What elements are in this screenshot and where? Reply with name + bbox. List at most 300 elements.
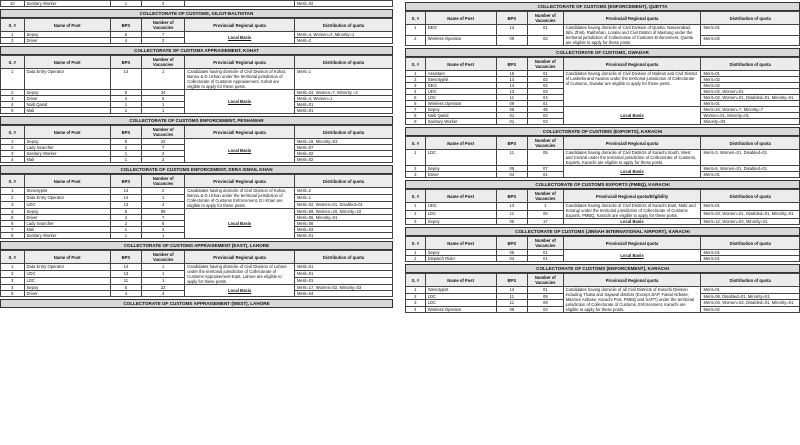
column-header: BPS [496, 274, 528, 287]
distribution-cell: Minority=03 [701, 119, 800, 125]
column-header: S. # [406, 274, 426, 287]
post-name-cell: Driver [425, 172, 496, 178]
column-header: S. # [1, 126, 25, 139]
vacancies-cell: 02 [528, 35, 563, 46]
serial-number-cell: 6 [1, 221, 25, 227]
distribution-cell: Merit=2 [294, 38, 392, 44]
section-title: COLLECTORATE OF CUSTOMS ENFORCEMENT, PESHAWAR [0, 116, 393, 125]
serial-number-cell: 6 [406, 101, 426, 107]
bps-cell: 14 [110, 195, 141, 202]
vacancies-cell: 7 [142, 32, 185, 38]
post-name-cell: Driver [24, 215, 110, 221]
vacancies-cell: 02 [528, 113, 563, 119]
distribution-cell: Merit=01 [294, 233, 392, 239]
vacancies-cell: 01 [528, 172, 563, 178]
table-header-row [1, 175, 393, 188]
bps-cell: 11 [496, 300, 528, 307]
distribution-cell: Merit=01 [701, 287, 800, 294]
serial-number-cell: 1 [1, 69, 25, 90]
vacancies-cell: 1 [528, 203, 563, 211]
post-name-cell: Naib Qasid [425, 113, 496, 119]
post-name-cell: LDC [425, 211, 496, 219]
serial-number-cell: 8 [1, 233, 25, 239]
post-name-cell: Mali [24, 108, 110, 114]
post-name-cell: Data Entry Operator [24, 264, 110, 271]
distribution-cell: Merit=01 [701, 101, 800, 107]
vacancies-cell: 01 [528, 101, 563, 107]
bps-cell: 5 [110, 32, 141, 38]
quota-table [405, 236, 800, 262]
column-header: S. # [406, 137, 426, 150]
bps-cell: 14 [110, 188, 141, 195]
distribution-cell: Merit=4, Women=1 [294, 96, 392, 102]
serial-number-cell: 4 [1, 102, 25, 108]
vacancies-cell: 1 [142, 69, 185, 90]
provincial-quota-cell [185, 1, 295, 7]
distribution-cell: Merit=01 [701, 256, 800, 262]
vacancies-cell: 01 [528, 25, 563, 36]
serial-number-cell: 1 [406, 203, 426, 211]
vacancies-cell: 22 [142, 285, 185, 291]
column-header: BPS [110, 19, 141, 32]
column-header: Number of Vacancies [142, 126, 185, 139]
column-header: BPS [496, 190, 528, 203]
column-header: Number of Vacancies [142, 19, 185, 32]
serial-number-cell: 1 [406, 25, 426, 36]
table-row [406, 219, 800, 225]
column-header: Provincial/ Regional quota [185, 19, 295, 32]
bps-cell: 14 [110, 69, 141, 90]
post-name-cell: Lady Searcher [24, 145, 110, 151]
post-name-cell: Sanitary Worker [425, 119, 496, 125]
post-name-cell: Naib Qasid [24, 102, 110, 108]
column-header: Distribution of quota [294, 175, 392, 188]
serial-number-cell: 1 [406, 287, 426, 294]
serial-number-cell: 3 [406, 300, 426, 307]
distribution-cell: Merit=01 [701, 71, 800, 77]
bps-cell: 2 [110, 221, 141, 227]
column-header: Provincial/ Regional quota [185, 56, 295, 69]
bps-cell: 04 [496, 256, 528, 262]
vacancies-cell: 5 [142, 96, 185, 102]
distribution-cell: Merit=06, Minority=01 [294, 215, 392, 221]
column-header: Provincial/ Regional quota [563, 137, 701, 150]
serial-number-cell: 2 [1, 38, 25, 44]
section-title: COLLECTORATE OF CUSTOMS, GILGIT-BALTISTAN [0, 9, 393, 18]
column-header: Provincial/ Regional quota [185, 126, 295, 139]
bps-cell: 11 [496, 211, 528, 219]
post-name-cell: Stenotypist [425, 287, 496, 294]
table-header-row [406, 274, 800, 287]
column-header: Provincial/ Regional quota [185, 251, 295, 264]
bps-cell: 04 [496, 172, 528, 178]
vacancies-cell: 34 [142, 90, 185, 96]
post-name-cell: Sepoy [425, 219, 496, 225]
distribution-cell: Merit=2 [294, 188, 392, 195]
vacancies-cell: 2 [142, 1, 185, 7]
serial-number-cell: 3 [406, 219, 426, 225]
post-name-cell: Driver [24, 38, 110, 44]
bps-cell: 14 [496, 83, 528, 89]
bps-cell: 13 [496, 89, 528, 95]
column-header: Number of Vacancies [528, 12, 563, 25]
vacancies-cell: 03 [528, 119, 563, 125]
vacancies-cell: 4 [142, 291, 185, 297]
provincial-quota-cell: Local Basis [563, 219, 701, 225]
bps-cell: 4 [110, 96, 141, 102]
serial-number-cell: 2 [406, 35, 426, 46]
serial-number-cell: 1 [406, 150, 426, 166]
serial-number-cell: 4 [1, 285, 25, 291]
column-header: BPS [110, 126, 141, 139]
serial-number-cell: 4 [1, 209, 25, 215]
serial-number-cell: 2 [1, 145, 25, 151]
distribution-cell: Merit=06, Disabled=01, Minority=01 [701, 293, 800, 300]
column-header: Name of Post [24, 251, 110, 264]
distribution-cell: Merit=01 [294, 108, 392, 114]
column-gutter [393, 0, 405, 445]
post-name-cell: LDC [24, 278, 110, 285]
vacancies-cell: 08 [528, 300, 563, 307]
vacancies-cell: 8 [142, 221, 185, 227]
table-row [1, 188, 393, 195]
distribution-cell: Merit=19, Minority=03 [294, 139, 392, 145]
post-name-cell: Wireless Operator [425, 35, 496, 46]
vacancies-cell: 4 [142, 202, 185, 209]
distribution-cell: Merit=07 [294, 145, 392, 151]
post-name-cell: UDC [425, 203, 496, 211]
provincial-quota-cell: Local Basis [185, 285, 295, 297]
distribution-cell: Merit=01 [294, 271, 392, 278]
distribution-cell: Merit=01 [701, 203, 800, 211]
column-header: Number of Vacancies [528, 190, 563, 203]
post-name-cell: UDC [425, 89, 496, 95]
distribution-cell: Merit=69, Women=20, Minority=10 [294, 209, 392, 215]
bps-cell: 1 [110, 227, 141, 233]
distribution-cell: Merit=4, Women=2, Minority=1 [294, 32, 392, 38]
column-header: Provincial/ Regional quota [563, 12, 701, 25]
post-name-cell: UDC [24, 271, 110, 278]
post-name-cell: Data Entry Operator [24, 69, 110, 90]
distribution-cell: Merit=17, Women=02, Minority=03 [294, 285, 392, 291]
post-name-cell: Assistant [425, 71, 496, 77]
serial-number-cell: 3 [1, 151, 25, 157]
vacancies-cell: 22 [142, 139, 185, 145]
bps-cell: 4 [110, 38, 141, 44]
serial-number-cell: 5 [1, 108, 25, 114]
column-header: Number of Vacancies [528, 274, 563, 287]
serial-number-cell: 8 [406, 113, 426, 119]
table-header-row [406, 137, 800, 150]
vacancies-cell: 1 [142, 264, 185, 271]
bps-cell: 14 [110, 264, 141, 271]
quota-table [0, 250, 393, 297]
table-header-row [1, 251, 393, 264]
table-header-row [406, 58, 800, 71]
serial-number-cell: 1 [1, 139, 25, 145]
post-name-cell: UDC [24, 202, 110, 209]
vacancies-cell: 7 [142, 215, 185, 221]
serial-number-cell: 2 [406, 166, 426, 172]
serial-number-cell: 2 [1, 90, 25, 96]
vacancies-cell: 1 [142, 108, 185, 114]
post-name-cell: Sanitary Worker [24, 1, 110, 7]
serial-number-cell: 1 [1, 32, 25, 38]
vacancies-cell: 02 [528, 83, 563, 89]
provincial-quota-cell: Candidates having domicile of Civil Division of Lahore under the territorial jurisdiction of Collectorate of Customs Appraisement-East, Lahore are eligible to apply for these posts. [185, 264, 295, 285]
bps-cell: 4 [110, 215, 141, 221]
distribution-cell: Merit=01 [294, 278, 392, 285]
vacancies-cell: 01 [528, 256, 563, 262]
distribution-cell: Merit=08 [294, 221, 392, 227]
post-name-cell: Sanitary Worker [24, 151, 110, 157]
bps-cell: 13 [110, 271, 141, 278]
column-header: Name of Post [425, 237, 496, 250]
left-column [0, 0, 393, 308]
table-header-row [1, 19, 393, 32]
post-name-cell: Stenotypist [425, 77, 496, 83]
serial-number-cell: 4 [1, 157, 25, 163]
column-header: Distribution of quota [294, 19, 392, 32]
distribution-cell: Merit=5, Women=01, Disabled=01 [701, 166, 800, 172]
serial-number-cell: 2 [406, 293, 426, 300]
post-name-cell: Mali [24, 157, 110, 163]
bps-cell: 01 [496, 119, 528, 125]
vacancies-cell: 2 [142, 188, 185, 195]
post-name-cell: Sepoy [24, 285, 110, 291]
column-header: Distribution of quota [294, 251, 392, 264]
provincial-quota-cell: Local Basis [563, 166, 701, 178]
column-header: Number of Vacancies [142, 175, 185, 188]
vacancies-cell: 02 [528, 77, 563, 83]
section-title: COLLECTORATE OF CUSTOMS (EXPORTS), KARACHI [405, 127, 800, 136]
distribution-cell: Merit=24, Women=7, Minority =3 [294, 90, 392, 96]
distribution-cell: Merit=04, Women=02, Disabled=01, Minority=01 [701, 300, 800, 307]
column-header: S. # [1, 251, 25, 264]
section-title: COLLECTORATE OF CUSTOMS (JINNAH INTERNATIONAL AIRPORT), KARACHI [405, 227, 800, 236]
vacancies-cell: 02 [528, 306, 563, 313]
column-header: Name of Post [425, 58, 496, 71]
column-header: BPS [110, 175, 141, 188]
table-header-row [406, 190, 800, 203]
provincial-quota-cell: Local Basis [185, 90, 295, 114]
column-header: Name of Post [24, 126, 110, 139]
distribution-cell: Merit=01 [701, 25, 800, 36]
distribution-cell: Merit=02, Women=01, Disabled=01, Minority=01 [701, 95, 800, 101]
section-title: COLLECTORATE OF CUSTOMS, GWADAR [405, 48, 800, 57]
bps-cell: 14 [496, 25, 528, 36]
distribution-cell: Merit=34, Women=7, Minority=7 [701, 107, 800, 113]
post-name-cell: Sepoy [24, 209, 110, 215]
column-header: Distribution of quota [701, 12, 800, 25]
vacancies-cell: 01 [528, 71, 563, 77]
bps-cell: 11 [496, 293, 528, 300]
bps-cell: 4 [110, 291, 141, 297]
post-name-cell: Sepoy [425, 107, 496, 113]
serial-number-cell: 3 [406, 172, 426, 178]
section-title: COLLECTORATE OF CUSTOMS (ENFORCEMENT), KARACHI [405, 264, 800, 273]
bps-cell: 1 [110, 108, 141, 114]
vacancies-cell: 1 [142, 102, 185, 108]
distribution-cell: Merit=01 [701, 172, 800, 178]
distribution-cell: Merit=01 [294, 264, 392, 271]
distribution-cell: Merit=3, Women=01, Disabled=01 [701, 150, 800, 166]
serial-number-cell: 2 [406, 77, 426, 83]
post-name-cell: Stenotypist [24, 188, 110, 195]
vacancies-cell: 99 [142, 209, 185, 215]
column-header: Name of Post [425, 137, 496, 150]
serial-number-cell: 1 [1, 188, 25, 195]
column-header: Distribution of quota [701, 58, 800, 71]
vacancies-cell: 1 [142, 233, 185, 239]
bps-cell: 14 [496, 287, 528, 294]
column-header: Name of Post [24, 56, 110, 69]
quota-table [405, 136, 800, 178]
quota-table [405, 11, 800, 46]
bps-cell: 13 [496, 203, 528, 211]
table-row [406, 150, 800, 166]
column-header: Number of Vacancies [528, 237, 563, 250]
post-name-cell: Sepoy [425, 166, 496, 172]
post-name-cell: LDC [425, 95, 496, 101]
provincial-quota-cell: Candidates having domicile of Civil Division of Makran and Civil District of Lasbella and Awaran under the territorial jurisdiction of Collectorate of Customs, Gwadar are eligible to apply for these posts. [563, 71, 701, 107]
bps-cell: 1 [110, 102, 141, 108]
serial-number-cell: 1 [406, 71, 426, 77]
post-name-cell: Driver [24, 291, 110, 297]
column-header: BPS [496, 137, 528, 150]
column-header: Number of Vacancies [142, 56, 185, 69]
bps-cell: 05 [496, 219, 528, 225]
section-title: COLLECTORATE OF CUSTOMS APPRAISEMENT, KOHAT [0, 46, 393, 55]
quota-table [0, 0, 393, 7]
column-header: S. # [406, 58, 426, 71]
post-name-cell: Driver [24, 96, 110, 102]
vacancies-cell: 01 [528, 287, 563, 294]
table-row [406, 203, 800, 211]
bps-cell: 2 [110, 145, 141, 151]
table-header-row [406, 237, 800, 250]
bps-cell: 1 [110, 233, 141, 239]
bps-cell: 13 [110, 202, 141, 209]
quota-table [0, 125, 393, 163]
post-name-cell: Data Entry Operator [24, 195, 110, 202]
vacancies-cell: 1 [142, 271, 185, 278]
bps-cell: 09 [496, 35, 528, 46]
vacancies-cell: 2 [142, 151, 185, 157]
vacancies-cell: 48 [528, 107, 563, 113]
section-title: COLLECTORATE OF CUSTOMS ENFORCEMENT, DERA ISMAIL KHAN [0, 165, 393, 174]
column-header: S. # [406, 237, 426, 250]
serial-number-cell: 3 [1, 202, 25, 209]
bps-cell: 09 [496, 306, 528, 313]
column-header: Provincial/ Regional quota/Eligibility [563, 190, 701, 203]
column-header: Distribution of quota [294, 126, 392, 139]
distribution-cell: Merit=1 [294, 195, 392, 202]
column-header: S. # [406, 12, 426, 25]
post-name-cell: Sepoy [24, 32, 110, 38]
distribution-cell: Merit=02 [294, 157, 392, 163]
serial-number-cell: 5 [406, 95, 426, 101]
post-name-cell: Mali [24, 227, 110, 233]
distribution-cell: Merit=02 [701, 306, 800, 313]
distribution-cell: Merit=02 [701, 83, 800, 89]
column-header: Number of Vacancies [528, 137, 563, 150]
bps-cell: 01 [496, 113, 528, 119]
vacancies-cell: 08 [528, 293, 563, 300]
post-name-cell: Dispatch Rider [425, 256, 496, 262]
vacancies-cell: 17 [528, 219, 563, 225]
provincial-quota-cell: Candidates having domicile of Civil Division of Quetta, Naseerabad, Sibi, Zhob, Rakhshan, Loralai and Civil District of Mastung under the territorial jurisdiction of Collectorate of Customs Enforcement, Quetta are eligible to apply for these posts. [563, 25, 701, 46]
serial-number-cell: 2 [406, 211, 426, 219]
column-header: Provincial/ Regional quota [185, 175, 295, 188]
vacancies-cell: 01 [528, 250, 563, 256]
distribution-cell: Merit=02 [701, 77, 800, 83]
distribution-cell: Merit=04 [294, 291, 392, 297]
bps-cell: 5 [110, 139, 141, 145]
bps-cell: 09 [496, 101, 528, 107]
distribution-cell: Merit=02, Women=01, Disabled=01 [294, 202, 392, 209]
column-header: Name of Post [24, 175, 110, 188]
column-header: Provincial/ Regional quota [563, 58, 701, 71]
bps-cell: 1 [110, 151, 141, 157]
column-header: BPS [110, 56, 141, 69]
table-header-row [406, 12, 800, 25]
post-name-cell: Sanitary Worker [24, 233, 110, 239]
column-header: BPS [496, 58, 528, 71]
serial-number-cell: 5 [1, 291, 25, 297]
column-header: Provincial/ Regional quota [563, 274, 701, 287]
right-column [405, 0, 800, 313]
vacancies-cell: 03 [528, 89, 563, 95]
post-name-cell: LDC [425, 300, 496, 307]
provincial-quota-cell: Candidates having domicile of Civil Division of Kohat, Bannu & D.I.Khan under the territorial jurisdiction of Collectorate of Customs Enforcement, D.I.Khan are eligible to apply for these posts. [185, 188, 295, 209]
bps-cell: 5 [110, 209, 141, 215]
post-name-cell: Sepoy [425, 250, 496, 256]
bps-cell: 11 [496, 150, 528, 166]
serial-number-cell: 3 [406, 83, 426, 89]
section-title: COLLECTORATE OF CUSTOMS (ENFORCEMENT), QUETTA [405, 2, 800, 11]
vacancies-cell: 2 [142, 157, 185, 163]
provincial-quota-cell: Candidates having domicile of Civil Division of Kohat, Bannu & D.I.Khan under the territorial jurisdiction of Collectorate of Customs Appraisement, Kohat are eligible to apply for these posts. [185, 69, 295, 90]
bps-cell: 05 [496, 107, 528, 113]
serial-number-cell: 4 [406, 89, 426, 95]
post-name-cell: Wireless Operator [425, 306, 496, 313]
table-row [406, 25, 800, 36]
serial-number-cell: 3 [1, 278, 25, 285]
vacancies-cell: 05 [528, 150, 563, 166]
bps-cell: 05 [496, 250, 528, 256]
provincial-quota-cell: Local Basis [185, 32, 295, 44]
post-name-cell: Wireless Operator [425, 101, 496, 107]
column-header: BPS [496, 237, 528, 250]
column-header: Number of Vacancies [142, 251, 185, 264]
serial-number-cell: 1 [406, 250, 426, 256]
table-row [1, 264, 393, 271]
distribution-cell: Merit=03, Women=01, Disabled=01, Minority=01 [701, 211, 800, 219]
provincial-quota-cell: Candidates having domicile of Civil Districts of Karachi South, West and Central under the territorial jurisdiction of Collectorate of Customs, Exports, Karachi are eligible to apply for these posts. [563, 150, 701, 166]
distribution-cell: Merit=01 [701, 250, 800, 256]
column-header: Distribution of quota [701, 274, 800, 287]
bps-cell: 05 [496, 166, 528, 172]
vacancies-cell: 7 [142, 145, 185, 151]
column-header: Number of Vacancies [528, 58, 563, 71]
table-header-row [1, 56, 393, 69]
column-header: S. # [1, 175, 25, 188]
provincial-quota-cell: Candidates having domicile of Civil Districts of Karachi East, Malir and Korangi under the territorial jurisdiction of Collectorate of Customs Exports, PMBQ, Karachi are eligible to apply for these posts. [563, 203, 701, 219]
distribution-cell: Merit=02 [294, 151, 392, 157]
bps-cell: 5 [110, 285, 141, 291]
distribution-cell: Merit=03 [294, 227, 392, 233]
